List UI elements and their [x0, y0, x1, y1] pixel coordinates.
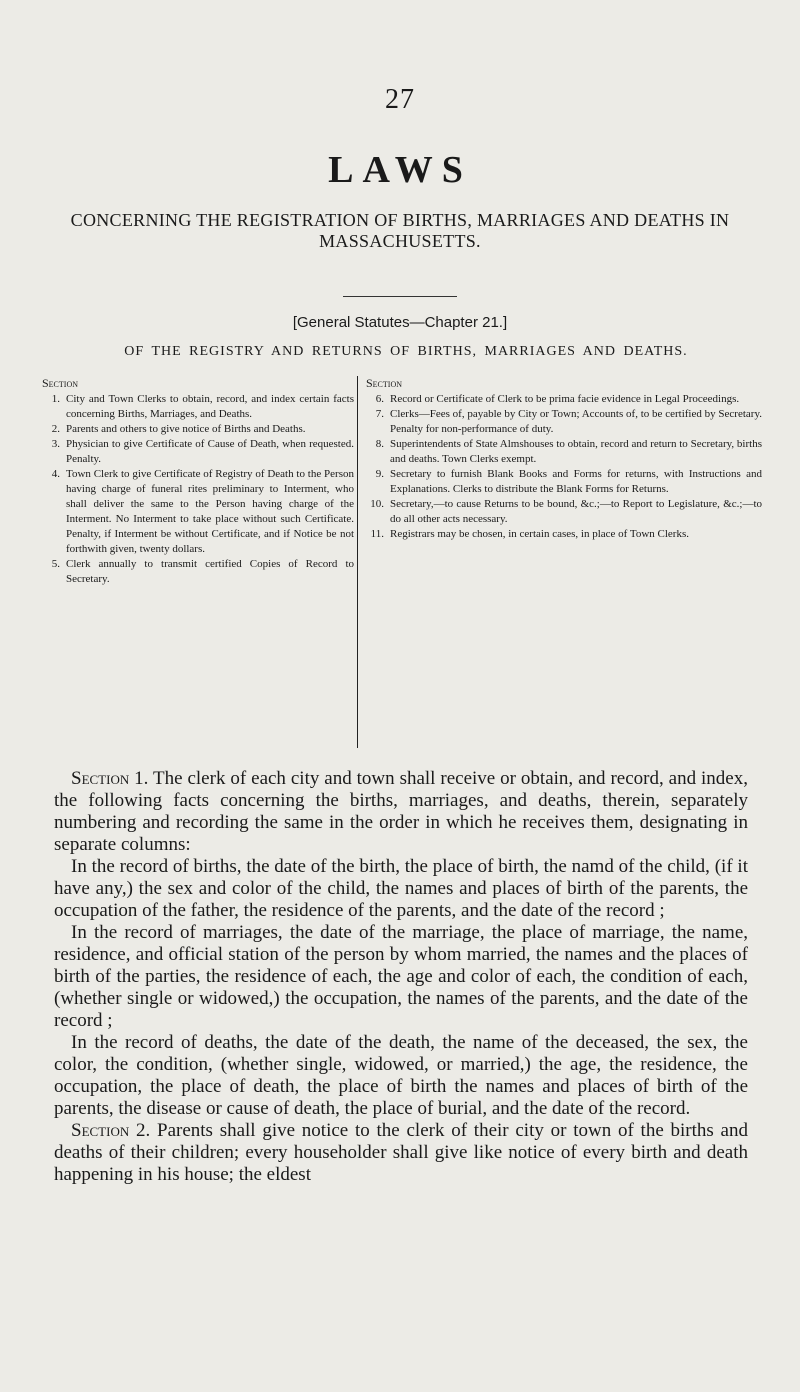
column-divider	[357, 376, 358, 748]
toc-entry-number: 9.	[375, 468, 384, 480]
toc-entry-text: Record or Certificate of Clerk to be prima facie evidence in Legal Proceedings.	[390, 393, 740, 405]
toc-entry	[42, 557, 354, 587]
toc-entry	[366, 467, 762, 497]
toc-entry-text: Clerks—Fees of, payable by City or Town; Accounts of, to be certified by Secretary. Penalty for non-performance of duty.	[390, 408, 762, 435]
statute-reference: [General Statutes—Chapter 21.]	[292, 314, 508, 331]
toc-entry	[42, 392, 354, 422]
toc-entry-text: City and Town Clerks to obtain, record, and index certain facts concerning Births, Marriages, and Deaths.	[66, 393, 354, 420]
section-label: Section 2.	[71, 1120, 151, 1141]
subtitle: CONCERNING THE REGISTRATION OF BIRTHS, MARRIAGES AND DEATHS IN MASSACHUSETTS.	[70, 210, 730, 251]
toc-heading: Section	[42, 376, 79, 390]
toc-entry	[366, 527, 762, 542]
page-title: LAWS	[328, 149, 472, 191]
toc-entry-number: 11.	[370, 528, 384, 540]
toc-entry-text: Town Clerk to give Certificate of Registry of Death to the Person having charge of funeral rites preliminary to Interment, who shall deliver the same to the Person having charge of the Interment. No Interment to take place without such Certificate. Penalty, if Interment be without Certificate, and if Notice be not forthwith given, twenty dollars.	[66, 468, 354, 555]
paragraph-text: Parents shall give notice to the clerk of their city or town of the births and deaths of their children; every householder shall give like notice of every birth and death happening in his house; the eldest	[54, 1120, 748, 1185]
toc-entry	[366, 437, 762, 467]
toc-entry-number: 5.	[51, 558, 60, 570]
toc-entry-text: Clerk annually to transmit certified Copies of Record to Secretary.	[66, 558, 354, 585]
toc-entry-number: 6.	[375, 393, 384, 405]
births-paragraph: In the record of births, the date of the birth, the place of birth, the namd of the child, (if it have any,) the sex and color of the child, the names and places of birth of the parents, the occupation of the father, the residence of the parents, and the date of the record ;	[54, 856, 748, 921]
toc-entry-text: Registrars may be chosen, in certain cases, in place of Town Clerks.	[390, 528, 689, 540]
toc-right-column	[366, 376, 762, 542]
toc-entry-number: 1.	[51, 393, 60, 405]
toc-entry	[366, 392, 762, 407]
toc-entry-number: 7.	[375, 408, 384, 420]
paragraph-text: The clerk of each city and town shall receive or obtain, and record, and index, the following facts concerning the births, marriages, and deaths, therein, separately numbering and recording the same in the order in which he receives them, designating in separate columns:	[54, 768, 748, 855]
toc-entry-number: 2.	[51, 423, 60, 435]
toc-entry-text: Superintendents of State Almshouses to obtain, record and return to Secretary, births and deaths. Town Clerks exempt.	[390, 438, 762, 465]
toc-entry-number: 10.	[370, 498, 384, 510]
section-1-paragraph	[54, 768, 748, 856]
toc-entry-text: Parents and others to give notice of Births and Deaths.	[66, 423, 306, 435]
toc-entry-text: Secretary to furnish Blank Books and Forms for returns, with Instructions and Explanations. Clerks to distribute the Blank Forms for Returns.	[390, 468, 762, 495]
section-2-paragraph	[54, 1120, 748, 1186]
section-label: Section 1.	[71, 768, 149, 789]
toc-heading: Section	[366, 376, 403, 390]
toc-entry-number: 4.	[51, 468, 60, 480]
toc-entry	[366, 497, 762, 527]
statute-body	[54, 768, 748, 1186]
deaths-paragraph: In the record of deaths, the date of the death, the name of the deceased, the sex, the color, the condition, (whether single, widowed, or married,) the age, the residence, the occupation, the place of death, the place of birth the names and places of birth of the parents, the disease or cause of death, the place of burial, and the date of the record.	[54, 1032, 748, 1119]
marriages-paragraph: In the record of marriages, the date of the marriage, the place of marriage, the name, residence, and official station of the person by whom married, the names and the places of birth of the parties, the residence of each, the age and color of each, the condition of each, (whether single or widowed,) the occupation, the names of the parents, and the date of the record ;	[54, 922, 748, 1031]
toc-entry	[42, 437, 354, 467]
toc-entry-number: 3.	[51, 438, 60, 450]
toc-entry-text: Secretary,—to cause Returns to be bound, &c.;—to Report to Legislature, &c.;—to do all other acts necessary.	[390, 498, 762, 525]
toc-entry	[366, 407, 762, 437]
toc-entry	[42, 467, 354, 557]
chapter-title: OF THE REGISTRY AND RETURNS OF BIRTHS, MARRIAGES AND DEATHS.	[124, 344, 688, 359]
toc-entry	[42, 422, 354, 437]
toc-entry-number: 8.	[375, 438, 384, 450]
page-number: 27	[385, 84, 415, 115]
divider	[343, 296, 457, 297]
table-of-contents	[42, 376, 762, 748]
toc-left-column	[42, 376, 354, 587]
toc-entry-text: Physician to give Certificate of Cause of Death, when requested. Penalty.	[66, 438, 354, 465]
